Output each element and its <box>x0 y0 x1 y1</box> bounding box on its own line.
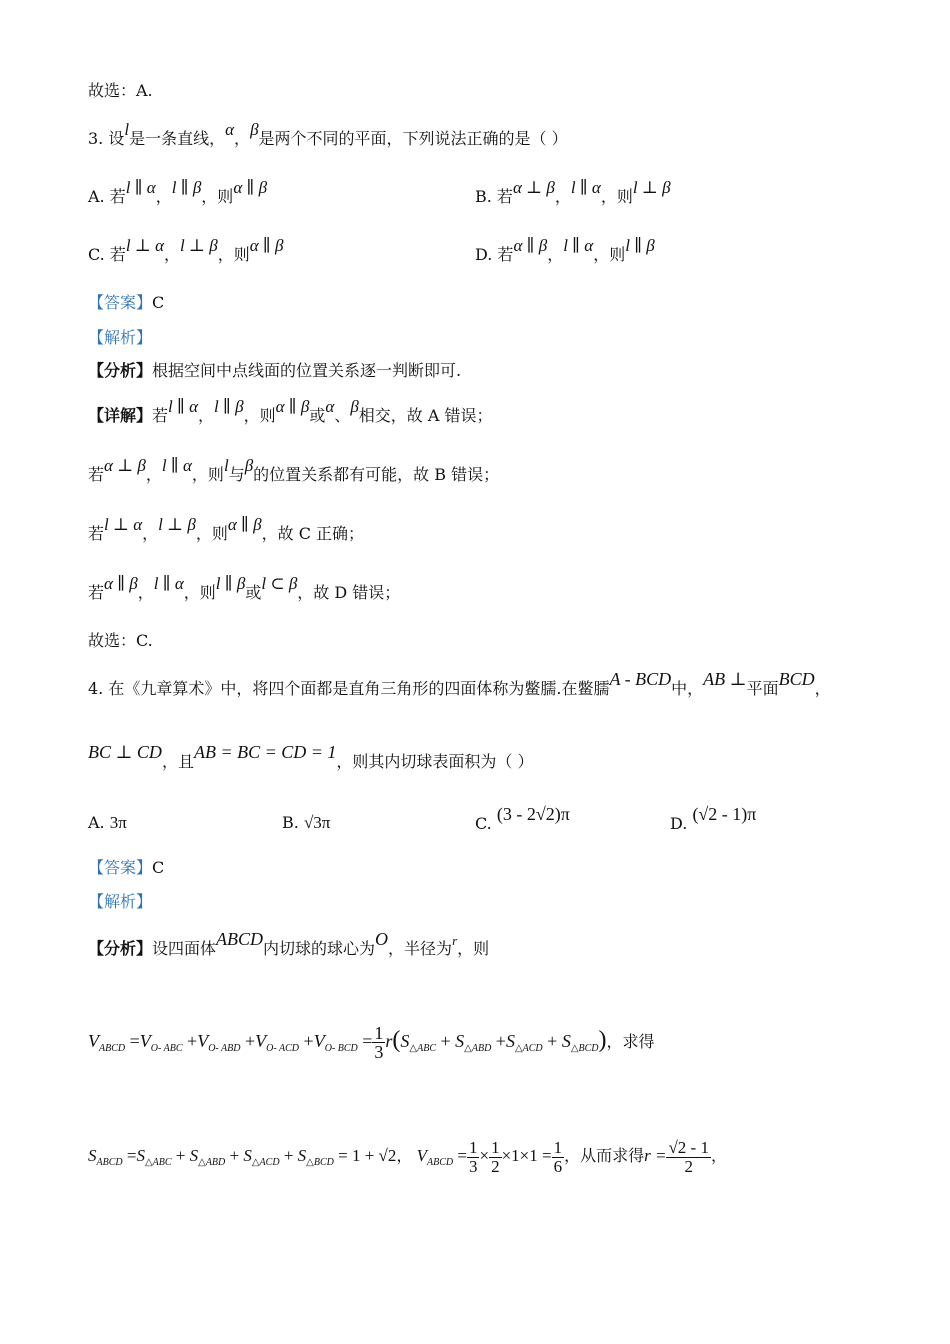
fenxi4-t2: 内切球的球心为 <box>263 939 376 958</box>
q3-answer <box>88 292 164 314</box>
r3-t3: ，故 C 正确； <box>261 524 365 543</box>
q3-option-a <box>88 178 268 208</box>
eq2-f1n: 1 <box>468 1137 478 1157</box>
question-4-stem-2 <box>88 742 534 773</box>
r2-s1: ， <box>145 465 162 484</box>
q4-option-d <box>670 804 757 835</box>
volume-equation: $V_{ABCD} =V_{O- ABC} +V_{O- ABD} +V_{O- ACD} +V_{O- BCD}$ = $\frac{1}{3}$ $r(S_{\triangle ABC} + S_{\triangle ABD} +S_{\triangle ACD} + S_{\triangle BCD})$，求得 <box>88 1023 655 1063</box>
r2-m2: l ∥ α <box>161 456 192 475</box>
eq2-t2: ， <box>710 1146 727 1165</box>
eq2-r: r = <box>644 1146 667 1165</box>
eq2-frac4 <box>666 1139 711 1176</box>
q3-a-label: A. 若 <box>88 187 126 206</box>
q3-jiexi: 【解析】 <box>88 328 153 347</box>
q3-d-sep2: ，则 <box>593 245 626 264</box>
q4-option-a <box>88 812 127 834</box>
q4-option-c <box>475 804 570 835</box>
eq2-lhs-sub: ABCD <box>96 1157 123 1168</box>
q3-d-m3: l ∥ β <box>625 236 655 255</box>
q4-answer <box>88 857 164 879</box>
eq2-frac1 <box>467 1139 480 1176</box>
answer-tag: 【答案】 <box>88 293 153 312</box>
eq1-frac-n: 1 <box>374 1023 384 1044</box>
q3-c-m1: l ⊥ α <box>125 236 164 255</box>
xiangjie-tag: 【详解】 <box>88 406 153 425</box>
fenxi4-m3: r <box>452 933 458 948</box>
eq2-frac2 <box>489 1139 502 1176</box>
surface-equation: $S_{ABCD} =S_{\triangle ABC} + S_{\triangle ABD} + S_{\triangle ACD} + S_{\triangle BCD} = 1 + √2$， $V_{ABCD}$ = $\frac{1}{3}$ × $\frac{1}{2}$ ×1×1 = $\frac{1}{6}$ ，从而求得r = $\frac{√2 - 1}{2}$ ， <box>88 1137 727 1176</box>
q3-option-b <box>475 178 671 208</box>
eq2-f4n: √2 - 1 <box>668 1137 709 1157</box>
q3-b-sep2: ，则 <box>600 187 633 206</box>
q4-d-label: D. <box>670 814 688 833</box>
question-3-stem <box>88 120 568 150</box>
r1-m1: l ∥ α <box>168 397 199 416</box>
eq2-f3n: 1 <box>553 1137 563 1157</box>
q4-m2: AB ⊥ <box>703 669 747 689</box>
fenxi-tag: 【分析】 <box>88 361 153 380</box>
r3-m2: l ⊥ β <box>158 515 196 534</box>
r4-m1: α ∥ β <box>104 574 138 593</box>
q4-a-val: 3π <box>109 813 127 832</box>
q3-a-sep1: ， <box>155 187 172 206</box>
r4-m2: l ∥ α <box>153 574 184 593</box>
q3-a-m3: α ∥ β <box>233 178 268 197</box>
q4-m1: A - BCD <box>609 669 672 689</box>
eq2-t1: ，从而求得 <box>564 1146 645 1165</box>
eq2-frac3 <box>552 1139 565 1176</box>
r3-m3: α ∥ β <box>227 515 262 534</box>
q3-b-label: B. 若 <box>475 187 513 206</box>
q3-text-2: 是两个不同的平面，下列说法正确的是（ ） <box>258 129 568 148</box>
q3-c-m3: α ∥ β <box>249 236 284 255</box>
eq2-f2n: 1 <box>491 1137 500 1157</box>
eq2-s1-sub: △ABC <box>144 1157 172 1168</box>
xiangjie-row-2 <box>88 456 500 486</box>
q3-d-m2: l ∥ α <box>563 236 594 255</box>
q3-b-m3: l ⊥ β <box>632 178 671 197</box>
q3-a-m2: l ∥ β <box>171 178 202 197</box>
r1-t0: 若 <box>152 406 169 425</box>
answer-tag: 【答案】 <box>88 858 153 877</box>
choice-c-conclusion: 故选：C. <box>88 631 153 650</box>
r3-t0: 若 <box>88 524 105 543</box>
q4-m5: AB = BC = CD = 1 <box>193 742 337 762</box>
r2-s2: ，则 <box>191 465 224 484</box>
q3-number: 3. 设 <box>88 129 125 148</box>
eq1-s4-sub: △BCD <box>570 1043 599 1054</box>
q4-t3: 平面 <box>746 679 779 698</box>
q4-d-val: (√2 - 1)π <box>692 804 757 824</box>
eq1-fraction <box>372 1024 385 1061</box>
q3-alpha: α <box>225 120 235 139</box>
fenxi4-m2: O <box>375 929 389 949</box>
r4-s1: ， <box>137 583 154 602</box>
eq1-r: r <box>385 1031 393 1051</box>
q3-c-sep2: ，则 <box>217 245 250 264</box>
r4-s3: 或 <box>245 583 262 602</box>
r4-m4: l ⊂ β <box>261 574 298 593</box>
xiangjie-row-4 <box>88 574 401 604</box>
fenxi4-m1: ABCD <box>216 929 264 949</box>
q3-c-sep1: ， <box>164 245 181 264</box>
q3-comma: ， <box>234 129 251 148</box>
q4-b-val: √3π <box>303 813 331 832</box>
q3-d-m1: α ∥ β <box>513 236 548 255</box>
eq2-result: = 1 + √2 <box>338 1146 397 1165</box>
xiangjie-row-1 <box>88 397 493 427</box>
q4-c-label: C. <box>475 814 492 833</box>
eq1-s4: S <box>561 1031 571 1051</box>
q4-m4: BC ⊥ CD <box>88 742 162 762</box>
q4-m3: BCD <box>778 669 815 689</box>
eq2-s3: S <box>243 1146 252 1165</box>
q4-t6: ，则其内切球表面积为（ ） <box>336 752 534 771</box>
eq1-term2: V <box>197 1031 209 1051</box>
r4-m3: l ∥ β <box>215 574 246 593</box>
q4-c-val: (3 - 2√2)π <box>496 804 570 824</box>
eq1-s1-sub: △ABC <box>409 1043 436 1054</box>
q3-c-label: C. 若 <box>88 245 126 264</box>
r2-m1: α ⊥ β <box>104 456 146 475</box>
q4-b-label: B. <box>282 813 299 832</box>
eq1-term3-sub: O- ACD <box>266 1043 300 1054</box>
r1-s2: ，则 <box>243 406 276 425</box>
fenxi-tag: 【分析】 <box>88 939 153 958</box>
eq1-term1-sub: O- ABC <box>150 1043 183 1054</box>
r4-t0: 若 <box>88 583 105 602</box>
r2-m4: β <box>244 456 254 475</box>
eq1-s2: S <box>455 1031 465 1051</box>
q3-beta: β <box>250 120 259 139</box>
eq1-lhs: V <box>88 1031 99 1051</box>
q3-option-d <box>475 236 655 266</box>
xiangjie-row-3 <box>88 515 365 545</box>
r2-t0: 若 <box>88 465 105 484</box>
r2-m3: l <box>223 456 229 475</box>
r1-m2: l ∥ β <box>214 397 244 416</box>
eq2-f1d: 3 <box>468 1156 478 1176</box>
fenxi-text: 根据空间中点线面的位置关系逐一判断即可. <box>152 361 462 380</box>
q3-fenxi <box>88 360 461 382</box>
fenxi4-t1: 设四面体 <box>152 939 217 958</box>
r1-m5: β <box>350 397 359 416</box>
fenxi4-t4: ，则 <box>457 939 490 958</box>
eq1-s3-sub: △ACD <box>514 1043 543 1054</box>
q4-t5: ，且 <box>161 752 194 771</box>
r3-s1: ， <box>142 524 159 543</box>
eq1-frac-d: 3 <box>374 1042 384 1063</box>
eq2-f2d: 2 <box>491 1156 500 1176</box>
q4-option-b <box>282 812 330 834</box>
eq2-f4d: 2 <box>684 1156 693 1176</box>
eq2-s2-sub: △ABD <box>198 1157 226 1168</box>
r2-t4: 的位置关系都有可能，故 B 错误； <box>253 465 500 484</box>
eq1-s1: S <box>400 1031 410 1051</box>
r1-s4: 、 <box>334 406 351 425</box>
q3-d-label: D. 若 <box>475 245 514 264</box>
q3-c-m2: l ⊥ β <box>180 236 218 255</box>
eq1-term1: V <box>139 1031 151 1051</box>
q4-t2: 中， <box>671 679 704 698</box>
q3-d-sep1: ， <box>547 245 564 264</box>
eq2-s2: S <box>189 1146 199 1165</box>
r1-s1: ， <box>198 406 215 425</box>
q3-a-m1: l ∥ α <box>125 178 156 197</box>
eq2-s1: S <box>136 1146 145 1165</box>
q3-b-m2: l ∥ α <box>570 178 601 197</box>
q3-b-sep1: ， <box>554 187 571 206</box>
eq1-term2-sub: O- ABD <box>208 1043 241 1054</box>
r1-t5: 相交，故 A 错误； <box>358 406 493 425</box>
q3-b-m1: α ⊥ β <box>512 178 555 197</box>
answer-value: C <box>152 293 165 312</box>
q4-t4: ， <box>814 679 831 698</box>
eq2-sep: ， <box>396 1146 413 1165</box>
r1-m4: α <box>325 397 335 416</box>
q3-option-c <box>88 236 284 266</box>
eq1-term3: V <box>255 1031 267 1051</box>
eq2-s4-sub: △BCD <box>306 1157 334 1168</box>
r2-s3: 与 <box>228 465 245 484</box>
q4-a-label: A. <box>88 813 105 832</box>
answer-value: C <box>152 858 165 877</box>
q4-jiexi: 【解析】 <box>88 892 153 911</box>
eq2-v: V <box>416 1146 428 1165</box>
fenxi4-t3: ，半径为 <box>388 939 453 958</box>
eq1-s2-sub: △ABD <box>464 1043 492 1054</box>
eq1-term4: V <box>313 1031 325 1051</box>
q3-a-sep2: ，则 <box>201 187 234 206</box>
eq2-v-sub: ABCD <box>427 1157 454 1168</box>
r1-s3: 或 <box>309 406 326 425</box>
q3-l: l <box>124 120 130 139</box>
eq2-s4: S <box>297 1146 307 1165</box>
r4-s2: ，则 <box>183 583 216 602</box>
eq1-s3: S <box>505 1031 515 1051</box>
eq2-lhs: S <box>88 1146 97 1165</box>
eq1-lhs-sub: ABCD <box>99 1043 126 1054</box>
q3-text-1: 是一条直线， <box>129 129 226 148</box>
r3-m1: l ⊥ α <box>104 515 143 534</box>
r1-m3: α ∥ β <box>275 397 310 416</box>
eq1-term4-sub: O- BCD <box>324 1043 358 1054</box>
prev-answer-choice: 故选：A. <box>88 81 153 100</box>
eq2-s3-sub: △ACD <box>251 1157 280 1168</box>
eq2-f3d: 6 <box>553 1156 563 1176</box>
eq2-mult: ×1×1 = <box>501 1146 552 1165</box>
question-4-stem-1 <box>88 669 831 700</box>
eq1-tail: ，求得 <box>606 1032 655 1051</box>
q4-t1: 4. 在《九章算术》中，将四个面都是直角三角形的四面体称为鳖臑.在鳖臑 <box>88 679 610 698</box>
r4-t4: ，故 D 错误； <box>297 583 401 602</box>
r3-s2: ，则 <box>195 524 228 543</box>
q4-fenxi <box>88 929 490 961</box>
